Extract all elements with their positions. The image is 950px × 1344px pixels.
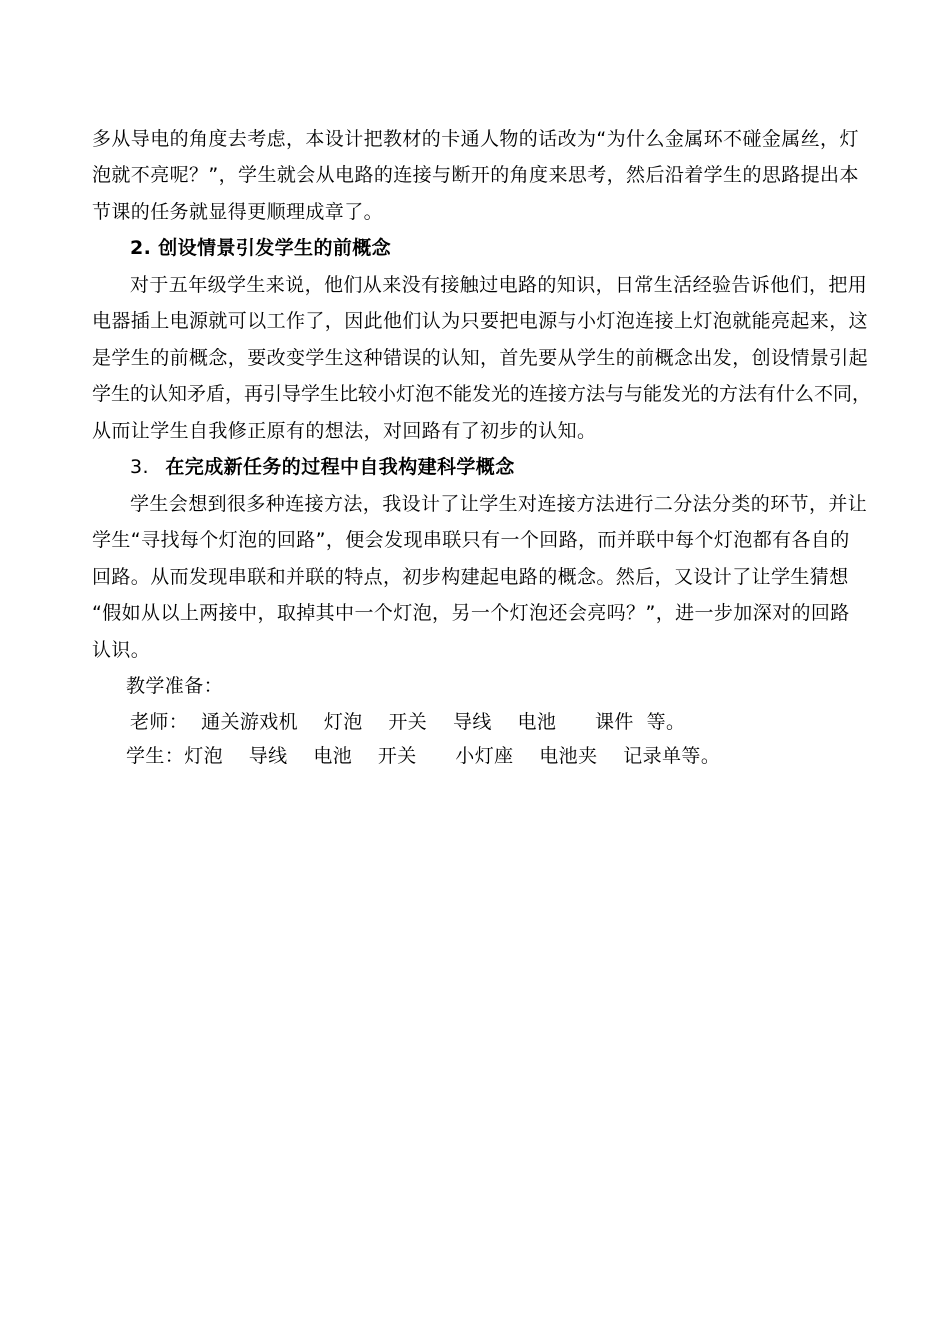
section-2-line-3: 是学生的前概念，要改变学生这种错误的认知，首先要从学生的前概念出发，创设情景引起 — [92, 347, 869, 369]
section-3-line-4: “假如从以上两接中，取掉其中一个灯泡，另一个灯泡还会亮吗？”，进一步加深对的回路 — [92, 602, 850, 624]
section-2-line-5: 从而让学生自我修正原有的想法，对回路有了初步的认知。 — [92, 420, 597, 442]
section-2-line-1: 对于五年级学生来说，他们从来没有接触过电路的知识，日常生活经验告诉他们，把用 — [130, 274, 868, 296]
preparation-teacher: 老师： 通关游戏机 灯泡 开关 导线 电池 课件 等。 — [130, 711, 686, 733]
section-3-number: 3. — [130, 456, 149, 478]
section-3-line-1: 学生会想到很多种连接方法，我设计了让学生对连接方法进行二分法分类的环节，并让 — [130, 493, 868, 515]
section-2-line-2: 电器插上电源就可以工作了，因此他们认为只要把电源与小灯泡连接上灯泡就能亮起来，这 — [92, 310, 869, 332]
section-3-heading: 在完成新任务的过程中自我构建科学概念 — [165, 456, 515, 478]
section-2-line-4: 学生的认知矛盾，再引导学生比较小灯泡不能发光的连接方法与与能发光的方法有什么不同， — [92, 383, 872, 405]
section-2-heading: 2. 创设情景引发学生的前概念 — [130, 237, 392, 259]
paragraph-1-line-2: 泡就不亮呢？”，学生就会从电路的连接与断开的角度来思考，然后沿着学生的思路提出本 — [92, 164, 859, 186]
section-3-heading-row — [130, 454, 515, 480]
preparation-title: 教学准备： — [126, 675, 224, 697]
section-3-line-2: 学生“寻找每个灯泡的回路”，便会发现串联只有一个回路，而并联中每个灯泡都有各自的 — [92, 529, 850, 551]
preparation-student: 学生：灯泡 导线 电池 开关 小灯座 电池夹 记录单等。 — [126, 745, 721, 767]
paragraph-1-line-3: 节课的任务就显得更顺理成章了。 — [92, 201, 384, 223]
section-3-line-3: 回路。从而发现串联和并联的特点，初步构建起电路的概念。然后，又设计了让学生猜想 — [92, 566, 849, 588]
paragraph-1-line-1: 多从导电的角度去考虑，本设计把教材的卡通人物的话改为“为什么金属环不碰金属丝，灯 — [92, 128, 859, 150]
section-3-line-5: 认识。 — [92, 639, 151, 661]
